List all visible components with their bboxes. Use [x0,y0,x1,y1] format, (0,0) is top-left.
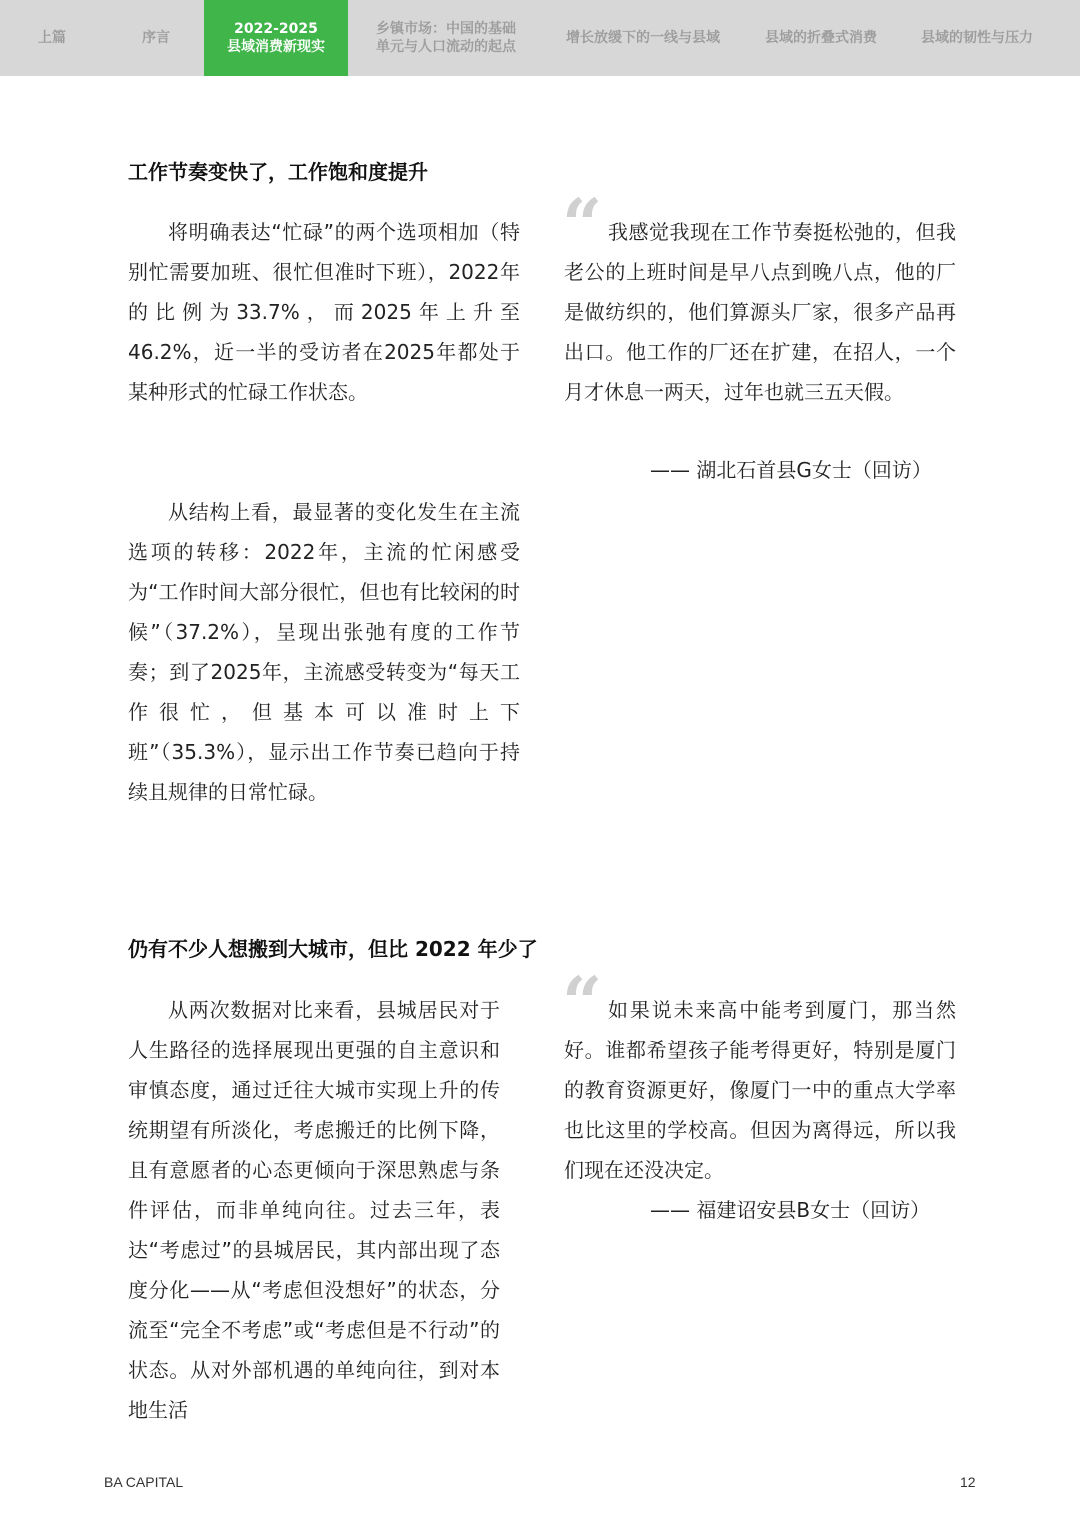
section-heading-work-pace: 工作节奏变快了，工作饱和度提升 [128,160,428,184]
tab-label: 增长放缓下的一线与县域 [566,30,720,46]
paragraph-structure-shift: 从结构上看，最显著的变化发生在主流选项的转移：2022年，主流的忙闲感受为“工作时间大部分很忙，但也有比较闲的时候”（37.2%），呈现出张弛有度的工作节奏；到了2025年，主流感受转变为“每天工作很忙，但基本可以准时上下班”（35.3%），显示出工作节奏已趋向于持续且规律的日常忙碌。 [128,500,520,804]
tab-growth-slowdown[interactable] [545,0,741,76]
quote-attribution: —— 福建诏安县B女士（回访） [650,1198,931,1222]
quote-mark-icon: “ [562,961,603,1044]
top-navigation [0,0,1080,76]
paragraph-busy-ratio: 将明确表达“忙碌”的两个选项相加（特别忙需要加班、很忙但准时下班），2022年的比例为33.7%，而2025年上升至46.2%，近一半的受访者在2025年都处于某种形式的忙碌工作状态。 [128,220,520,404]
interview-quote-text: 如果说未来高中能考到厦门，那当然好。谁都希望孩子能考得更好，特别是厦门的教育资源更好，像厦门一中的重点大学率也比这里的学校高。但因为离得远，所以我们现在还没决定。 [564,998,956,1182]
interview-quote [564,212,956,412]
quote-mark-icon: “ [562,183,603,266]
tab-label: 县域的折叠式消费 [765,30,877,46]
tab-label-line1: 2022-2025 [234,21,318,37]
tab-resilience-pressure[interactable] [904,0,1050,76]
tab-previous-part[interactable] [0,0,104,76]
tab-township-market[interactable] [352,0,540,76]
page-number: 12 [960,1474,976,1490]
tab-preface[interactable] [104,0,208,76]
tab-label: 县域的韧性与压力 [921,30,1033,46]
interview-quote-text: 我感觉我现在工作节奏挺松弛的，但我老公的上班时间是早八点到晚八点，他的厂是做纺织的，他们算源头厂家，很多产品再出口。他工作的厂还在扩建，在招人，一个月才休息一两天，过年也就三五天假。 [564,220,956,404]
tab-label-line1: 乡镇市场：中国的基础 [376,21,516,37]
paragraph-migration-attitude: 从两次数据对比来看，县城居民对于人生路径的选择展现出更强的自主意识和审慎态度，通过迁往大城市实现上升的传统期望有所淡化，考虑搬迁的比例下降，且有意愿者的心态更倾向于深思熟虑与条件评估，而非单纯向往。过去三年，表达“考虑过”的县城居民，其内部出现了态度分化——从“考虑但没想好”的状态，分流至“完全不考虑”或“考虑但是不行动”的状态。从对外部机遇的单纯向往，到对本地生活 [128,998,500,1422]
tab-label-line2: 县域消费新现实 [227,39,325,55]
tab-county-consumption-reality[interactable] [204,0,348,76]
tab-label: 上篇 [38,30,66,46]
footer-brand: BA CAPITAL [104,1474,184,1490]
interview-quote [564,990,956,1190]
section-heading-migration: 仍有不少人想搬到大城市，但比 2022 年少了 [128,937,538,961]
tab-label-line2: 单元与人口流动的起点 [376,39,516,55]
tab-label: 序言 [142,30,170,46]
tab-folded-consumption[interactable] [744,0,898,76]
quote-attribution: —— 湖北石首县G女士（回访） [650,458,932,482]
